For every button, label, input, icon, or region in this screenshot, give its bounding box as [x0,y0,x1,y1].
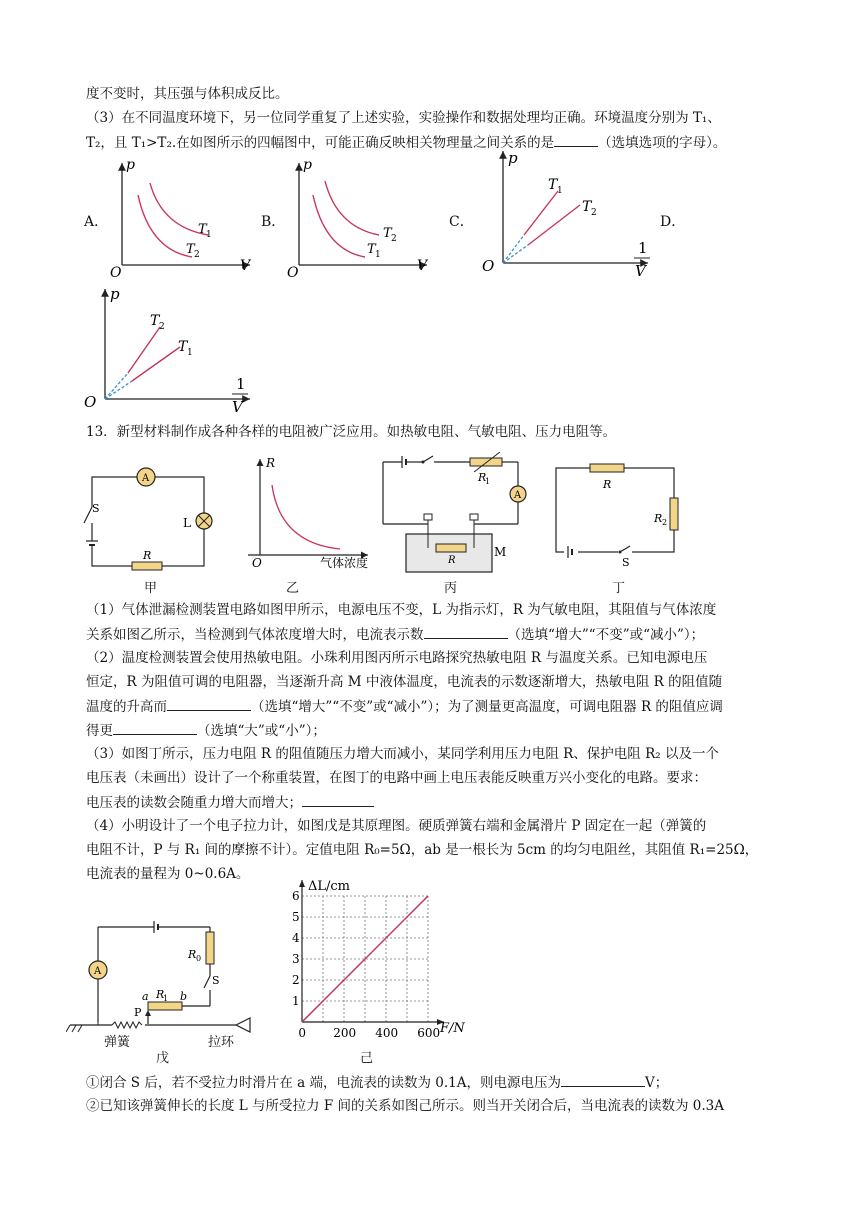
t1-sub: 1 [187,348,193,358]
answer-blank-4[interactable] [302,792,374,807]
answer-blank-1[interactable] [424,624,508,639]
r2-label: R [654,512,663,525]
r1-icon [148,1002,182,1010]
circuit-ding [550,460,695,570]
x-tick-label: 0 [298,1026,307,1040]
r0-icon [206,932,214,964]
gas-axis-label: 气体浓度 [320,556,369,570]
option-d-label: D． [660,214,686,230]
origin-label: O [482,257,495,275]
para-2-text: 温度的升高而 [86,699,167,715]
para-2-line-3 [86,696,723,717]
v-axis-label: V [635,262,646,280]
sub-question-1-text: ①闭合 S 后，若不受拉力时滑片在 a 端，电流表的读数为 0.1A，则电源电压为 [86,1075,561,1091]
ammeter-label: A [142,473,150,484]
circuit-jia [80,455,225,575]
r1-sub: 1 [485,477,491,486]
caption-yi: 乙 [286,581,300,596]
para-2-hint: （选填“增大”“不变”或“减小”）；为了测量更高温度，可调电阻器 R 的阻值应调 [251,699,723,715]
v-axis-label: V [417,258,428,274]
x-axis-label: F/N [440,1021,465,1036]
liquid-container [406,534,492,572]
option-c-label: C． [449,214,474,230]
p-axis-label: p [508,149,518,167]
y-tick-label: 2 [292,973,300,987]
r0-sub: 0 [196,954,202,963]
para-4-line-1: （4）小明设计了一个电子拉力计，如图戊是其原理图。硬质弹簧右端和金属滑片 P 固定在一起（弹簧的 [86,818,707,834]
para-4-line-2: 电阻不计，P 与 R₁ 间的摩擦不计）。定值电阻 R₀=5Ω，ab 是一根长为 5cm 的均匀电阻丝，其阻值 R₁=25Ω， [86,842,759,858]
chart-ji [278,876,468,1044]
r1-label: R [478,471,487,484]
option-b-label: B． [261,214,286,230]
para-4-line-3: 电流表的量程为 0~0.6A。 [86,866,250,882]
a-label: a [142,990,149,1003]
switch-label: S [92,502,100,515]
switch-label: S [212,974,220,987]
t1-label: T [198,222,207,237]
graph-b [277,155,437,280]
spring-icon [112,1022,142,1028]
curve-r [272,485,340,549]
t1-sub: 1 [557,186,563,196]
y-tick-label: 1 [292,994,300,1008]
sub-question-2: ②已知该弹簧伸长的长度 L 与所受拉力 F 间的关系如图己所示。则当开关闭合后，当电流表的读数为 0.3A [86,1098,725,1114]
v-axis-label: V [240,258,251,274]
text-line-1: 度不变时，其压强与体积成反比。 [86,86,289,102]
para-2-line-1: （2）温度检测装置会使用热敏电阻。小珠利用图丙所示电路探究热敏电阻 R 与温度关系。已知电源电压 [86,650,708,666]
para-1-text: 关系如图乙所示，当检测到气体浓度增大时，电流表示数 [86,627,424,643]
t2-sub: 2 [391,234,397,244]
r1-label: R [156,988,165,1001]
r2-sub: 2 [662,518,668,527]
y-axis-label: ΔL/cm [308,879,351,894]
question-3-hint: （选填选项的字母）。 [598,135,727,151]
m-label: M [494,545,507,559]
t2-label: T [186,242,195,257]
v-axis-label: V [232,398,243,416]
lamp-label: L [183,516,191,530]
question-13-title: 13．新型材料制作成各种各样的电阻被广泛应用。如热敏电阻、气敏电阻、压力电阻等。 [86,424,617,440]
spring-label: 弹簧 [104,1035,131,1050]
t2-label: T [150,313,160,329]
graph-c [478,145,658,285]
origin-label: O [84,393,97,411]
t1-label: T [367,242,376,257]
origin-label: O [252,556,262,570]
para-2-text-2: 得更 [86,723,113,739]
r-label: R [448,555,456,566]
origin-label: O [110,265,122,280]
graph-d [80,283,260,423]
sub-question-1 [86,1072,668,1093]
x-tick-label: 200 [333,1026,357,1040]
para-1-line-1: （1）气体泄漏检测装置电路如图甲所示，电源电压不变，L 为指示灯，R 为气敏电阻，其阻值与气体浓度 [86,602,717,618]
para-3-line-2: 电压表（未画出）设计了一个称重装置，在图丁的电路中画上电压表能反映重万兴小变化的电路。要求： [86,770,707,786]
para-2-hint-2: （选填“大”或“小”）； [197,723,326,739]
one-label: 1 [638,239,648,257]
y-tick-label: 5 [292,910,300,924]
para-3-line-1: （3）如图丁所示，压力电阻 R 的阻值随压力增大而减小，某同学利用压力电阻 R、保护电阻 R₂ 以及一个 [86,746,719,762]
chart-series [302,896,428,1022]
para-2-line-4 [86,720,326,741]
y-tick-label: 6 [292,889,300,903]
series-line [302,896,428,1022]
circuit-wu [66,912,266,1037]
para-2-line-2: 恒定，R 为阻值可调的电阻器，当逐渐升高 M 中液体温度，电流表的示数逐渐增大，热敏电阻 R 的阻值随 [86,674,723,690]
r-label: R [603,478,612,491]
t1-label: T [178,339,188,355]
caption-bing: 丙 [444,581,458,596]
p-axis-label: p [126,157,135,173]
b-label: b [180,990,188,1003]
para-1-hint: （选填“增大”“不变”或“减小”）； [507,627,705,643]
curve-t2 [325,181,379,235]
graph-yi [240,455,390,570]
answer-blank-3[interactable] [113,720,197,735]
t1-label: T [548,177,558,193]
question-3-text: T₂，且 T₁>T₂.在如图所示的四幅图中，可能正确反映相关物理量之间关系的是 [86,135,555,151]
t2-label: T [582,199,592,215]
curve-t2 [138,195,192,257]
answer-blank-5[interactable] [561,1072,645,1087]
origin-label: O [287,265,299,280]
t2-sub: 2 [591,208,597,218]
caption-wu: 戊 [156,1051,170,1066]
t2-sub: 2 [159,322,165,332]
line-t2 [128,327,160,373]
p-label: P [134,1006,142,1019]
caption-ding: 丁 [612,581,626,596]
y-tick-label: 3 [292,952,300,966]
circuit-bing [378,452,533,577]
graph-a [100,155,260,280]
x-tick-label: 400 [375,1026,399,1040]
y-tick-label: 4 [292,931,300,945]
p-axis-label: p [303,157,312,173]
curve-t1 [313,195,365,257]
pull-ring-icon [236,1018,250,1032]
option-a-label: A． [84,214,109,230]
line-t1 [132,347,180,381]
ammeter-label: A [94,966,102,977]
ring-label: 拉环 [208,1035,235,1050]
switch-label: S [622,556,630,569]
ammeter-label: A [514,490,522,501]
para-1-line-2 [86,624,704,645]
chart-ticks [292,889,440,1040]
one-label: 1 [236,375,246,393]
caption-jia: 甲 [144,581,158,596]
x-tick-label: 600 [417,1026,441,1040]
resistor-label: R [143,549,152,562]
answer-blank-2[interactable] [167,696,251,711]
para-3-line-3 [86,792,374,813]
line-t1 [524,191,558,235]
p-axis-label: p [110,285,120,303]
resistor-icon [132,562,162,570]
r-axis-label: R [266,456,276,470]
sub-question-1-unit: V； [644,1075,669,1091]
t1-sub: 1 [206,230,212,240]
t2-label: T [383,226,392,241]
line-t2 [528,205,580,245]
para-3-text: 电压表的读数会随重力增大而增大； [86,795,302,811]
y-axis-arrow [299,880,305,887]
t2-sub: 2 [194,250,200,260]
r1-sub: 1 [163,994,169,1003]
r0-label: R [188,948,197,961]
caption-ji: 己 [360,1051,374,1066]
t1-sub: 1 [375,250,381,260]
question-3-line-1: （3）在不同温度环境下，另一位同学重复了上述实验，实验操作和数据处理均正确。环境温度分别为 T₁、 [86,110,721,126]
